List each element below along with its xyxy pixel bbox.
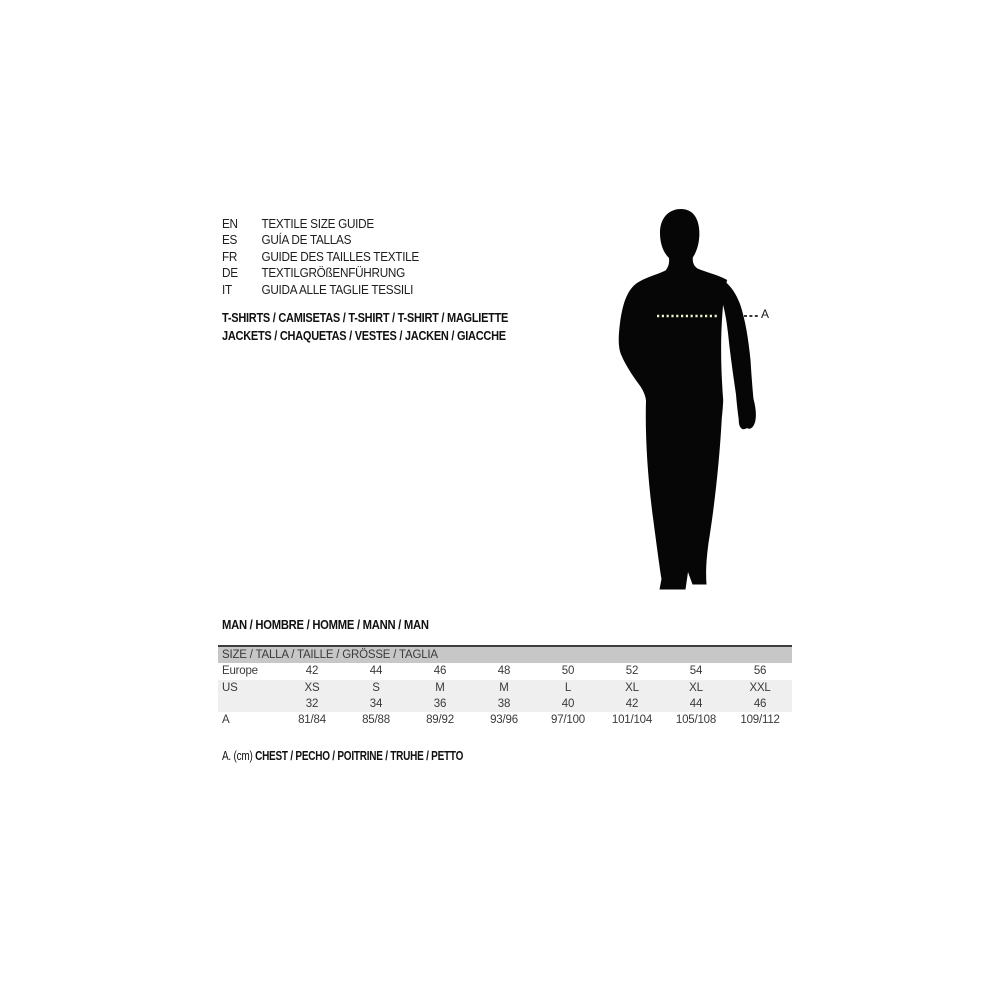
garment-line-tshirts: T-SHIRTS / CAMISETAS / T-SHIRT / T-SHIRT / MAGLIETTE — [222, 311, 509, 325]
size-cell: 32 — [280, 696, 344, 712]
size-cell: 50 — [561, 665, 575, 678]
language-code: DE — [222, 266, 238, 281]
size-cell: 89/92 — [426, 714, 454, 727]
man-silhouette-svg — [593, 203, 773, 603]
size-cell: 38 — [472, 696, 536, 712]
language-label: GUIDA ALLE TAGLIE TESSILI — [261, 282, 414, 297]
language-label: GUIDE DES TAILLES TEXTILE — [261, 249, 419, 264]
size-cell: 54 — [689, 665, 703, 678]
table-row-europe — [218, 663, 792, 679]
size-cell: XL — [664, 680, 728, 696]
language-label: GUÍA DE TALLAS — [261, 233, 352, 248]
size-cell: 46 — [433, 665, 447, 678]
size-cell: 44 — [664, 696, 728, 712]
language-row — [222, 265, 419, 281]
language-row — [222, 282, 419, 298]
language-row — [222, 232, 419, 248]
size-table-header-row — [218, 646, 792, 663]
size-cell: 40 — [536, 696, 600, 712]
size-cell: 81/84 — [298, 714, 326, 727]
garment-line-jackets: JACKETS / CHAQUETAS / VESTES / JACKEN / GIACCHE — [222, 328, 506, 343]
row-label: A — [222, 714, 230, 727]
size-cell: 97/100 — [551, 714, 585, 727]
size-cell: 105/108 — [675, 714, 717, 727]
size-cell: XXL — [728, 680, 792, 696]
size-cell: 42 — [600, 696, 664, 712]
size-cell: 101/104 — [611, 714, 653, 727]
footnote-prefix: A. (cm) — [222, 749, 253, 763]
measurement-footnote — [222, 749, 463, 763]
language-code: FR — [222, 249, 238, 264]
language-code: IT — [222, 282, 232, 297]
language-code: EN — [222, 217, 238, 231]
size-cell: 85/88 — [362, 714, 390, 727]
size-table — [218, 645, 792, 728]
language-label: TEXTILE SIZE GUIDE — [261, 217, 374, 231]
row-label — [218, 696, 280, 712]
chest-measure-label: A — [761, 307, 770, 321]
table-row-chest-cm — [218, 712, 792, 728]
language-code: ES — [222, 233, 238, 248]
size-cell: 93/96 — [490, 714, 518, 727]
size-cell: M — [472, 680, 536, 696]
language-row — [222, 216, 419, 232]
size-cell: 36 — [408, 696, 472, 712]
language-row — [222, 249, 419, 265]
table-row-numeric — [218, 696, 792, 712]
size-cell: 48 — [497, 665, 511, 678]
row-label: US — [218, 680, 280, 696]
man-silhouette-figure — [593, 203, 773, 603]
size-cell: S — [344, 680, 408, 696]
size-cell: 52 — [625, 665, 639, 678]
size-cell: 34 — [344, 696, 408, 712]
size-cell: L — [536, 680, 600, 696]
size-cell: 56 — [753, 665, 767, 678]
row-label: Europe — [222, 665, 258, 678]
size-cell: XS — [280, 680, 344, 696]
size-cell: 46 — [728, 696, 792, 712]
size-cell: 44 — [369, 665, 383, 678]
footnote-text: CHEST / PECHO / POITRINE / TRUHE / PETTO — [255, 749, 464, 763]
garment-type-lines — [222, 310, 508, 345]
language-list — [222, 216, 419, 298]
size-cell: 42 — [305, 665, 319, 678]
table-row-us — [218, 680, 792, 696]
size-table-title: MAN / HOMBRE / HOMME / MANN / MAN — [222, 618, 429, 632]
size-cell: XL — [600, 680, 664, 696]
language-label: TEXTILGRÖßENFÜHRUNG — [261, 266, 405, 281]
size-cell: M — [408, 680, 472, 696]
size-cell: 109/112 — [740, 714, 780, 727]
size-table-header: SIZE / TALLA / TAILLE / GRÖSSE / TAGLIA — [218, 646, 792, 663]
